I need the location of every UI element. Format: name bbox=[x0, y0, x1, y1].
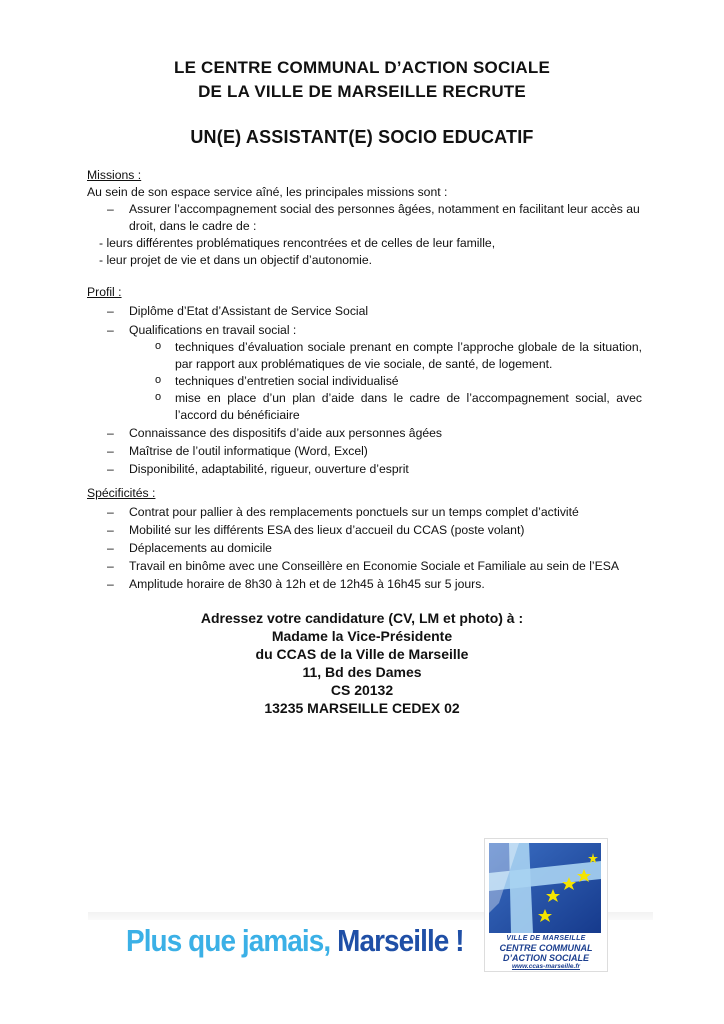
profil-item: – Connaissance des dispositifs d’aide aux personnes âgées bbox=[87, 425, 642, 442]
specificites-item: – Contrat pour pallier à des remplacements ponctuels sur un temps complet d’activité bbox=[87, 504, 642, 521]
missions-item: – Assurer l’accompagnement social des personnes âgées, notamment en facilitant leur accès au droit, dans le cadre de : bbox=[87, 201, 642, 235]
profil-item: – Diplôme d’Etat d’Assistant de Service Social bbox=[87, 303, 642, 320]
profil-item: – Maîtrise de l’outil informatique (Word, Excel) bbox=[87, 443, 642, 460]
address-line: 13235 MARSEILLE CEDEX 02 bbox=[264, 700, 460, 716]
profil-bullet: o techniques d’évaluation sociale prenant en compte l’approche globale de la situation, par rapport aux problématiques de vie sociale, de santé, de logement. bbox=[87, 339, 642, 373]
logo-url[interactable]: www.ccas-marseille.fr bbox=[511, 963, 581, 970]
missions-subitem: - leurs différentes problématiques rencontrées et de celles de leur famille, bbox=[99, 236, 496, 250]
missions-subitem: - leur projet de vie et dans un objectif d’autonomie. bbox=[99, 253, 373, 267]
missions-intro: Au sein de son espace service aîné, les principales missions sont : bbox=[87, 185, 448, 199]
logo-line-1: VILLE DE MARSEILLE bbox=[506, 935, 586, 942]
profil-title bbox=[87, 284, 642, 301]
profil-item: – Disponibilité, adaptabilité, rigueur, ouverture d’esprit bbox=[87, 461, 642, 478]
profil-bullet: o mise en place d’un plan d’aide dans le cadre de l’accompagnement social, avec l’accord du bénéficiaire bbox=[87, 390, 642, 424]
missions-title: Missions : bbox=[87, 168, 142, 182]
logo-line-2: CENTRE COMMUNAL bbox=[499, 943, 593, 953]
profil-item: – Qualifications en travail social : bbox=[87, 322, 642, 339]
specificites-item: – Déplacements au domicile bbox=[87, 540, 642, 557]
profil-section bbox=[87, 284, 642, 478]
header-line-1: LE CENTRE COMMUNAL D’ACTION SOCIALE bbox=[174, 58, 550, 77]
address-line: Madame la Vice-Présidente bbox=[271, 628, 453, 644]
specificites-item: – Travail en binôme avec une Conseillère en Economie Sociale et Familiale au sein de l’ESA bbox=[87, 558, 642, 575]
missions-section bbox=[87, 167, 642, 269]
footer-slogan bbox=[126, 923, 464, 959]
profil-bullet: o techniques d’entretien social individualisé bbox=[87, 373, 642, 390]
address-line: CS 20132 bbox=[330, 682, 394, 698]
specificites-title bbox=[87, 485, 642, 502]
application-address bbox=[0, 609, 724, 717]
ccas-logo bbox=[484, 838, 608, 972]
job-title: UN(E) ASSISTANT(E) SOCIO EDUCATIF bbox=[190, 127, 534, 147]
address-line: du CCAS de la Ville de Marseille bbox=[255, 646, 469, 662]
header-line-2: DE LA VILLE DE MARSEILLE RECRUTE bbox=[198, 82, 526, 101]
ccas-emblem-icon bbox=[489, 843, 603, 935]
logo-line-3: D’ACTION SOCIALE bbox=[502, 953, 589, 963]
address-line: 11, Bd des Dames bbox=[302, 664, 422, 680]
specificites-item: – Amplitude horaire de 8h30 à 12h et de 12h45 à 16h45 sur 5 jours. bbox=[87, 576, 642, 593]
specificites-section bbox=[87, 485, 642, 593]
specificites-item: – Mobilité sur les différents ESA des lieux d’accueil du CCAS (poste volant) bbox=[87, 522, 642, 539]
slogan-part-1: Plus que jamais, bbox=[126, 923, 331, 958]
specificites-title-text: Spécificités : bbox=[87, 486, 156, 500]
slogan-part-2: Marseille ! bbox=[337, 923, 464, 958]
address-line: Adressez votre candidature (CV, LM et photo) à : bbox=[200, 610, 524, 626]
profil-title-text: Profil : bbox=[87, 285, 122, 299]
